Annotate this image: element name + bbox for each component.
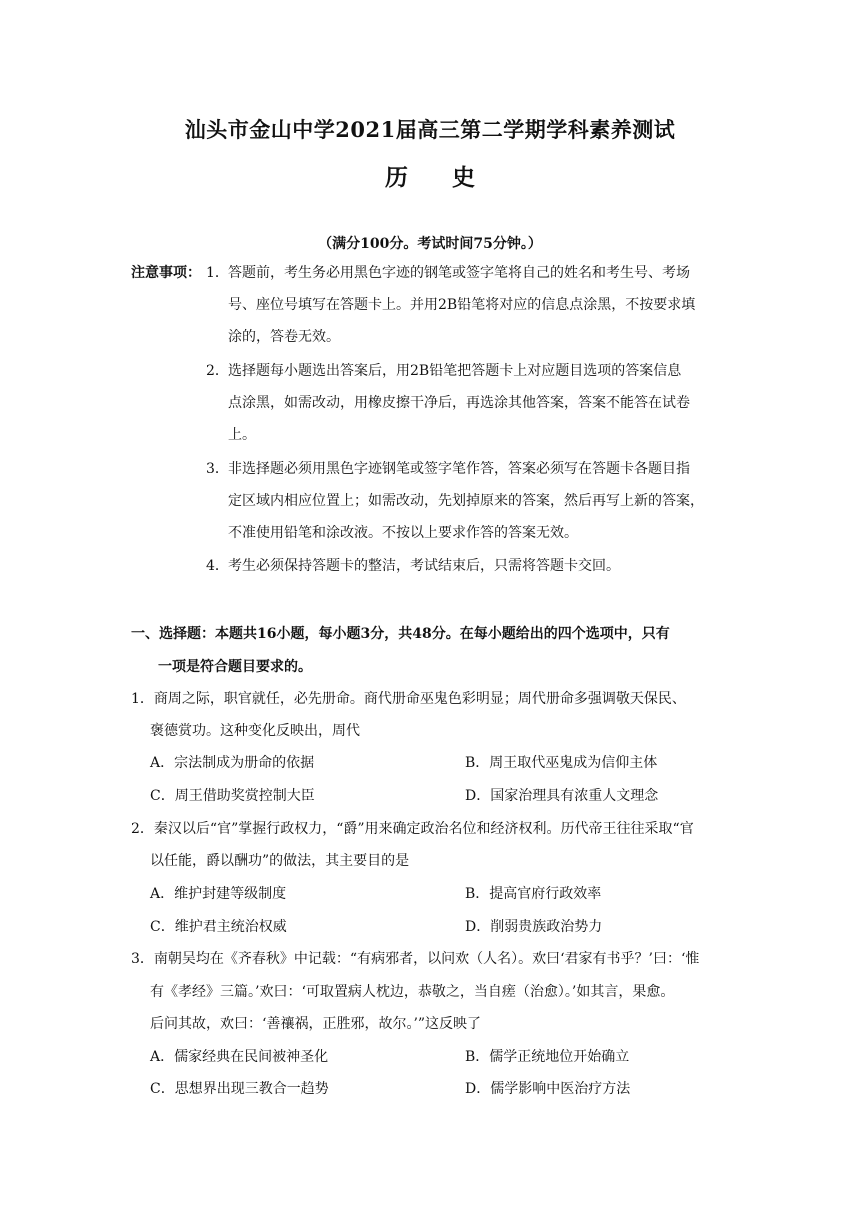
notice-line: 点涂黑，如需改动，用橡皮擦干净后，再选涂其他答案，答案不能答在试卷 <box>228 395 690 411</box>
option-a: A．维护封建等级制度 <box>150 886 287 902</box>
option-b: B．周王取代巫鬼成为信仰主体 <box>465 755 658 771</box>
notice-line: 号、座位号填写在答题卡上。并用2B铅笔将对应的信息点涂黑，不按要求填 <box>228 297 696 313</box>
notice-line: 涂的，答卷无效。 <box>228 329 340 345</box>
notice-line: 上。 <box>228 427 256 443</box>
question-stem: 3．南朝吴均在《齐春秋》中记载：“有病邪者，以问欢（人名）。欢曰‘君家有书乎？’曰：‘惟 <box>131 951 700 967</box>
notice-number: 4． <box>206 558 229 574</box>
notice-line: 非选择题必须用黑色字迹钢笔或签字笔作答，答案必须写在答题卡各题目指 <box>228 461 690 477</box>
question-stem: 1．商周之际，职官就任，必先册命。商代册命巫鬼色彩明显；周代册命多强调敬天保民、 <box>131 691 686 707</box>
option-c: C．思想界出现三教合一趋势 <box>150 1081 329 1097</box>
subject-title: 历 史 <box>384 164 493 191</box>
notice-label: 注意事项： <box>131 265 201 281</box>
notice-number: 1． <box>206 265 229 281</box>
question-stem: 以任能，爵以酬功”的做法，其主要目的是 <box>150 853 410 869</box>
option-d: D．儒学影响中医治疗方法 <box>465 1081 631 1097</box>
exam-title: 汕头市金山中学2021届高三第二学期学科素养测试 <box>184 117 676 142</box>
option-b: B．儒学正统地位开始确立 <box>465 1049 630 1065</box>
option-a: A．儒家经典在民间被神圣化 <box>150 1049 329 1065</box>
question-stem: 褒德赏功。这种变化反映出，周代 <box>150 723 360 739</box>
option-c: C．维护君主统治权威 <box>150 919 287 935</box>
notice-line: 不准使用铅笔和涂改液。不按以上要求作答的答案无效。 <box>228 525 578 541</box>
option-a: A．宗法制成为册命的依据 <box>150 755 315 771</box>
question-stem: 2．秦汉以后“官”掌握行政权力，“爵”用来确定政治名位和经济权利。历代帝王往往采取“官 <box>131 821 694 837</box>
notice-line: 选择题每小题选出答案后，用2B铅笔把答题卡上对应题目选项的答案信息 <box>228 363 682 379</box>
notice-number: 2． <box>206 363 229 379</box>
option-c: C．周王借助奖赏控制大臣 <box>150 788 315 804</box>
score-info: （满分100分。考试时间75分钟。） <box>318 236 542 252</box>
notice-line: 考生必须保持答题卡的整洁，考试结束后，只需将答题卡交回。 <box>228 558 620 574</box>
notice-line: 答题前，考生务必用黑色字迹的钢笔或签字笔将自己的姓名和考生号、考场 <box>228 265 690 281</box>
notice-line: 定区域内相应位置上；如需改动，先划掉原来的答案，然后再写上新的答案， <box>228 493 704 509</box>
question-stem: 有《孝经》三篇。’欢曰：‘可取置病人枕边，恭敬之，当自瘥（治愈）。’如其言，果愈。 <box>150 984 675 1000</box>
notice-number: 3． <box>206 461 229 477</box>
option-b: B．提高官府行政效率 <box>465 886 602 902</box>
question-stem: 后问其故，欢曰：‘善禳祸，正胜邪，故尔。’”这反映了 <box>150 1016 482 1032</box>
option-d: D．国家治理具有浓重人文理念 <box>465 788 659 804</box>
section-heading-cont: 一项是符合题目要求的。 <box>158 659 312 675</box>
section-heading: 一、选择题：本题共16小题，每小题3分，共48分。在每小题给出的四个选项中，只有 <box>131 626 670 642</box>
option-d: D．削弱贵族政治势力 <box>465 919 603 935</box>
